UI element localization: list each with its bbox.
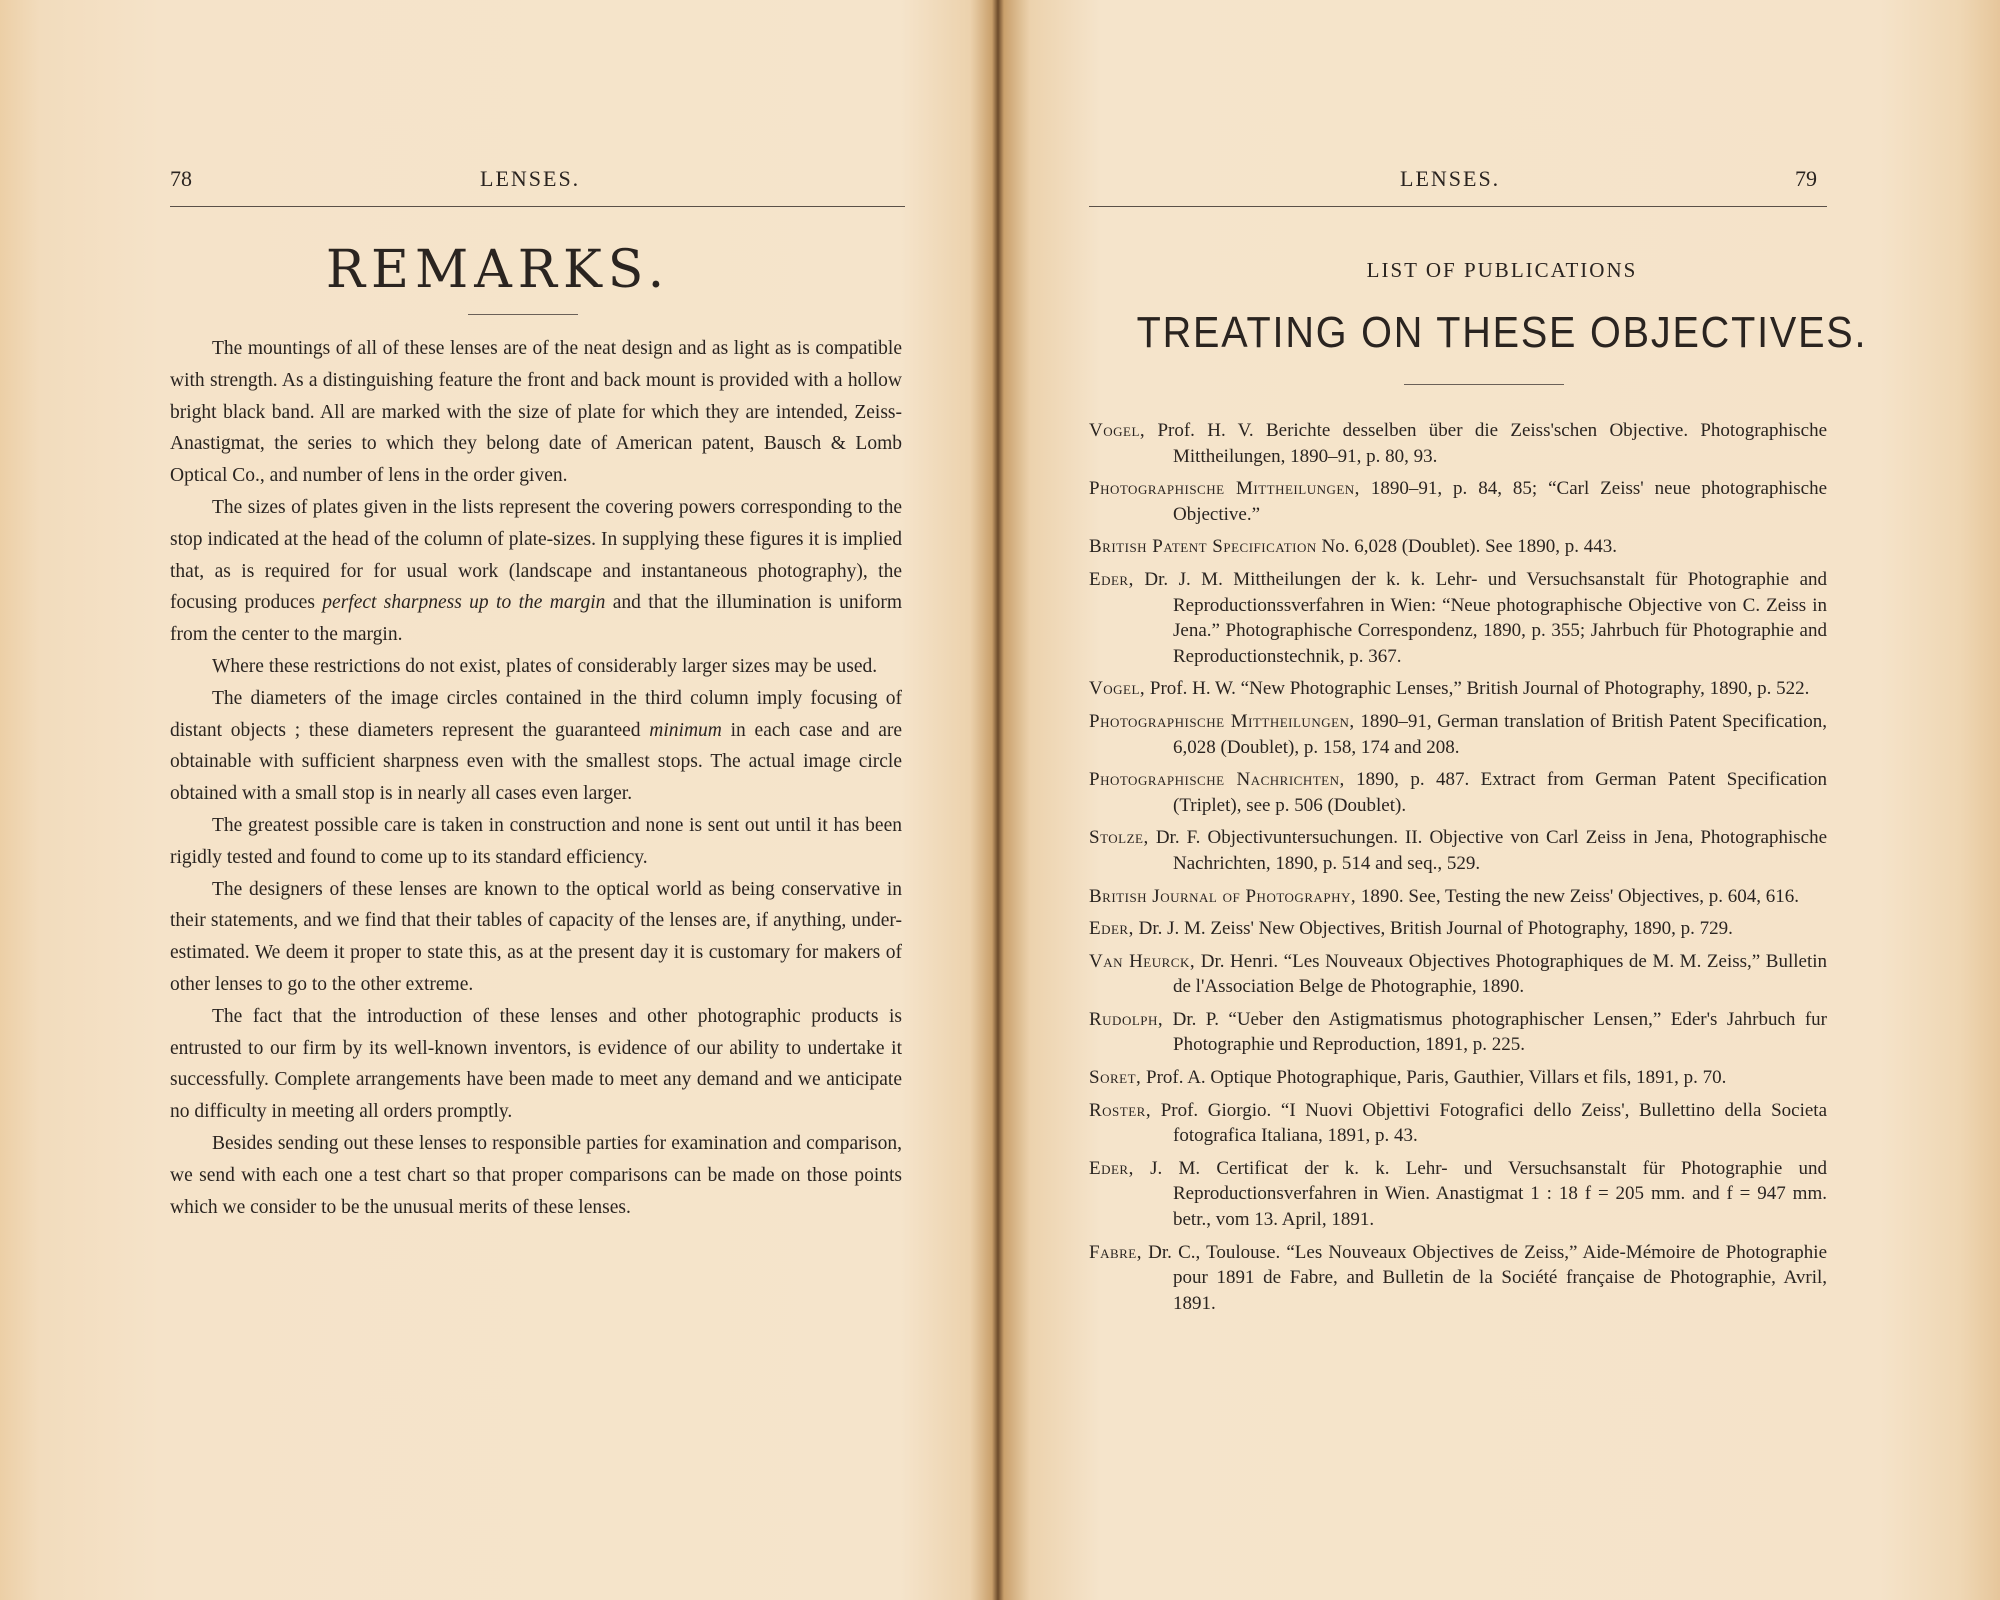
header-rule — [170, 206, 905, 207]
entry-text: No. 6,028 (Doublet). See 1890, p. 443. — [1321, 536, 1618, 558]
entry-author: Eder, — [1089, 568, 1134, 590]
paragraph: The fact that the introduction of these lenses and other photographic products is entrusted to our firm by its well-known inventors, is evidence of our ability to undertake it successfully. Complete arrangements have been made to meet any demand and we anticipate no difficulty in meeting all orders promptly. — [170, 1005, 902, 1123]
list-item — [1089, 884, 1827, 910]
entry-author: Photographische Mittheilungen, — [1089, 710, 1355, 732]
page-title: REMARKS. — [325, 240, 671, 300]
list-item — [1089, 1065, 1827, 1091]
list-item — [1089, 1240, 1827, 1317]
entry-author: British Patent Specification — [1089, 536, 1317, 558]
left-page — [0, 0, 996, 1600]
list-item — [1089, 825, 1827, 876]
entry-text: Prof. H. V. Berichte desselben über die Zeiss'schen Objective. Photographische Mittheilungen, 1890–91, p. 80, 93. — [1157, 420, 1828, 467]
right-page — [1004, 0, 2000, 1600]
entry-text: Prof. A. Optique Photographique, Paris, Gauthier, Villars et fils, 1891, p. 70. — [1146, 1067, 1727, 1089]
list-item — [1089, 1007, 1827, 1058]
entry-author: Eder, — [1089, 918, 1134, 940]
list-item — [1089, 418, 1827, 469]
entry-text: J. M. Certificat der k. k. Lehr- und Versuchsanstalt für Photographie und Reproductionsverfahren in Wien. Anastigmat 1 : 18 f = 205 mm. and f = 947 mm. betr., vom 13. April, 1891. — [1150, 1157, 1827, 1231]
list-item — [1089, 767, 1827, 818]
entry-author: Photographische Mittheilungen, — [1089, 478, 1360, 500]
entry-text: 1890–91, p. 84, 85; “Carl Zeiss' neue photographische Objective.” — [1173, 478, 1827, 525]
list-item — [1089, 1098, 1827, 1149]
header-rule — [1089, 206, 1827, 207]
entry-author: Vogel, — [1089, 420, 1146, 441]
entry-text: 1890, p. 487. Extract from German Patent Specification (Triplet), see p. 506 (Doublet). — [1173, 769, 1828, 816]
running-head: LENSES. — [480, 166, 581, 191]
list-item — [1089, 1156, 1827, 1233]
title-rule — [1404, 384, 1564, 385]
paragraph: The diameters of the image circles contained in the third column imply focusing of distant objects ; these diameters represent the guaranteed minimum in each case and are obtainable with sufficient sharpness even with the smallest stops. The actual image circle obtained with a small stop is in nearly all cases even larger. — [170, 687, 902, 805]
paragraph: The sizes of plates given in the lists represent the covering powers corresponding to the stop indicated at the head of the column of plate-sizes. In supplying these figures it is implied that, as is required for for usual work (landscape and instantaneous photography), the focusing produces perfect sharpness up to the margin and that the illumination is uniform from the center to the margin. — [170, 496, 902, 646]
list-item — [1089, 709, 1827, 760]
paragraph: Where these restrictions do not exist, plates of considerably larger sizes may be used. — [212, 655, 878, 677]
entry-text: 1890–91, German translation of British Patent Specification, 6,028 (Doublet), p. 158, 174 and 208. — [1173, 710, 1828, 758]
list-item — [1089, 916, 1827, 942]
entry-text: Dr. F. Objectivuntersuchungen. II. Objective von Carl Zeiss in Jena, Photographische Nachrichten, 1890, p. 514 and seq., 529. — [1155, 827, 1827, 874]
entry-text: Dr. J. M. Mittheilungen der k. k. Lehr- und Versuchsanstalt für Photographie and Reproductionssverfahren in Wien: “Neue photographische Objective von C. Zeiss in Jena.” Photographische Correspondenz, 1890, p. 355; Jahrbuch für Photographie and Reproductionstechnik, p. 367. — [1144, 568, 1828, 667]
title-rule — [468, 314, 578, 315]
entry-author: Soret, — [1089, 1067, 1142, 1089]
entry-author: British Journal of Photography, — [1089, 885, 1357, 907]
entry-text: Prof. H. W. “New Photographic Lenses,” British Journal of Photography, 1890, p. 522. — [1149, 678, 1810, 700]
emphasis: perfect sharpness up to the margin — [322, 592, 606, 614]
entry-author: Photographische Nachrichten, — [1089, 769, 1345, 791]
entry-text: Dr. Henri. “Les Nouveaux Objectives Photographiques de M. M. Zeiss,” Bulletin de l'Association Belge de Photographie, 1890. — [1173, 950, 1827, 998]
page-number: 78 — [170, 166, 192, 191]
entry-author: Rudolph, — [1089, 1008, 1164, 1030]
entry-author: Stolze, — [1089, 827, 1149, 849]
entry-text: 1890. See, Testing the new Zeiss' Objectives, p. 604, 616. — [1360, 885, 1800, 907]
entry-author: Fabre, — [1089, 1241, 1142, 1263]
list-item — [1089, 949, 1827, 1000]
entry-author: Vogel, — [1089, 678, 1146, 700]
page-title: TREATING ON THESE OBJECTIVES. — [1136, 308, 1868, 357]
entry-text: Dr. C., Toulouse. “Les Nouveaux Objectives de Zeiss,” Aide-Mémoire de Photographie pour 1891 de Fabre, and Bulletin de la Société française de Photographie, Avril, 1891. — [1148, 1241, 1828, 1314]
list-item — [1089, 534, 1827, 560]
list-item — [1089, 676, 1827, 702]
entry-author: Roster, — [1089, 1099, 1152, 1121]
list-item — [1089, 476, 1827, 527]
entry-text: Prof. Giorgio. “I Nuovi Objettivi Fotografici dello Zeiss', Bullettino della Societa fotografica Italiana, 1891, p. 43. — [1160, 1099, 1828, 1147]
paragraph: Besides sending out these lenses to responsible parties for examination and comparison, we send with each one a test chart so that proper comparisons can be made on those points which we consider to be the unusual merits of these lenses. — [170, 1132, 902, 1218]
remarks-body — [170, 333, 902, 1223]
list-item — [1089, 567, 1827, 669]
emphasis: minimum — [649, 719, 722, 741]
entry-text: Dr. J. M. Zeiss' New Objectives, British Journal of Photography, 1890, p. 729. — [1138, 918, 1733, 940]
publication-list — [1089, 418, 1827, 1323]
list-subtitle: LIST OF PUBLICATIONS — [1366, 258, 1638, 282]
entry-author: Eder, — [1089, 1157, 1134, 1179]
paragraph: The mountings of all of these lenses are of the neat design and as light as is compatible with strength. As a distinguishing feature the front and back mount is provided with a hollow bright black band. All are marked with the size of plate for which they are intended, Zeiss-Anastigmat, the series to which they belong date of American patent, Bausch & Lomb Optical Co., and number of lens in the order given. — [170, 338, 902, 487]
paragraph: The greatest possible care is taken in construction and none is sent out until it has been rigidly tested and found to come up to its standard efficiency. — [170, 814, 902, 868]
entry-author: Van Heurck, — [1089, 950, 1196, 972]
page-number: 79 — [1795, 166, 1817, 191]
entry-text: Dr. P. “Ueber den Astigmatismus photographischer Lensen,” Eder's Jahrbuch fur Photographie und Reproduction, 1891, p. 225. — [1172, 1008, 1828, 1056]
paragraph: The designers of these lenses are known to the optical world as being conservative in their statements, and we find that their tables of capacity of the lenses are, if anything, under-estimated. We deem it proper to state this, as at the present day it is customary for makers of other lenses to go to the other extreme. — [170, 878, 902, 995]
running-head: LENSES. — [1400, 166, 1501, 191]
